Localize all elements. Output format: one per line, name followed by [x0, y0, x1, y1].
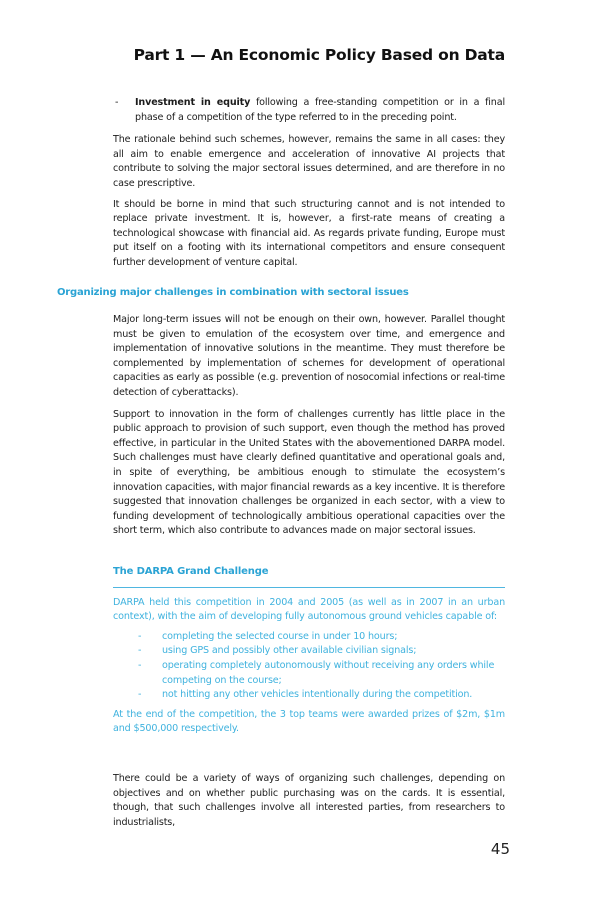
- list-dash: -: [138, 630, 142, 642]
- section-heading: Organizing major challenges in combination with sectoral issues: [57, 287, 409, 298]
- rationale-paragraph: The rationale behind such schemes, however, remains the same in all cases: they all aim to enable emergence and acceleration of innovative AI projects that contribute to solving the major sectoral issues determined, and are therefore in no case prescriptive.: [113, 134, 505, 189]
- intro-block: [113, 96, 505, 277]
- callout-title: The DARPA Grand Challenge: [113, 565, 505, 588]
- equity-bullet: [113, 96, 505, 125]
- private-investment-paragraph: It should be borne in mind that such structuring cannot and is not intended to replace private investment. It is, however, a first-rate means of creating a technological showcase with financial aid. As regards private funding, Europe must put itself on a footing with its international competitors and ensure consequent further development of venture capital.: [113, 198, 505, 268]
- callout-outro: At the end of the competition, the 3 top teams were awarded prizes of $2m, $1m and $500,000 respectively.: [113, 708, 505, 735]
- callout-list: [113, 630, 505, 703]
- list-item: - completing the selected course in under 10 hours;: [113, 630, 505, 645]
- list-dash: -: [138, 659, 142, 671]
- callout-intro: DARPA held this competition in 2004 and 2005 (as well as in 2007 in an urban context), with the aim of developing fully autonomous ground vehicles capable of:: [113, 596, 505, 623]
- list-dash: -: [138, 645, 142, 657]
- long-term-issues-paragraph: Major long-term issues will not be enough on their own, however. Parallel thought must be given to emulation of the ecosystem over time, and emergence and implementation of innovative solutions in the meantime. They must therefore be complemented by implementation of schemes for development of operational capacities as early as possible (e.g. prevention of nosocomial infections or real-time detection of cyberattacks).: [113, 314, 505, 398]
- page-number: 45: [490, 840, 510, 858]
- closing-paragraph: There could be a variety of ways of organizing such challenges, depending on objectives and on whether public purchasing was on the cards. It is essential, though, that such challenges involve all interested parties, from researchers to industrialists,: [113, 773, 505, 828]
- bullet-dash: -: [115, 97, 119, 108]
- list-item: - using GPS and possibly other available civilian signals;: [113, 644, 505, 659]
- closing-block: [113, 772, 505, 836]
- section-block: [113, 313, 505, 545]
- page-title: Part 1 — An Economic Policy Based on Data: [133, 46, 505, 64]
- bullet-text: following a free-standing competition or in a final phase of a competition of the type referred to in the preceding point.: [135, 97, 505, 123]
- list-dash: -: [138, 689, 142, 701]
- support-innovation-paragraph: Support to innovation in the form of challenges currently has little place in the public approach to provision of such support, even though the method has proved effective, in particular in the United States with the abovementioned DARPA model. Such challenges must have clearly defined quantitative and operational goals and, in spite of everything, be ambitious enough to stimulate the ecosystem’s innovation capacities, with major financial rewards as a key incentive. It is therefore suggested that innovation challenges be organized in each sector, with a view to funding development of technologically ambitious operational capacities over the short term, which also contribute to advances made on major sectoral issues.: [113, 408, 505, 537]
- list-item: - not hitting any other vehicles intentionally during the competition.: [113, 688, 505, 703]
- darpa-callout-box: [113, 565, 505, 742]
- bullet-bold-term: Investment in equity: [135, 97, 251, 108]
- list-item: - operating completely autonomously without receiving any orders while competing on the course;: [138, 659, 495, 686]
